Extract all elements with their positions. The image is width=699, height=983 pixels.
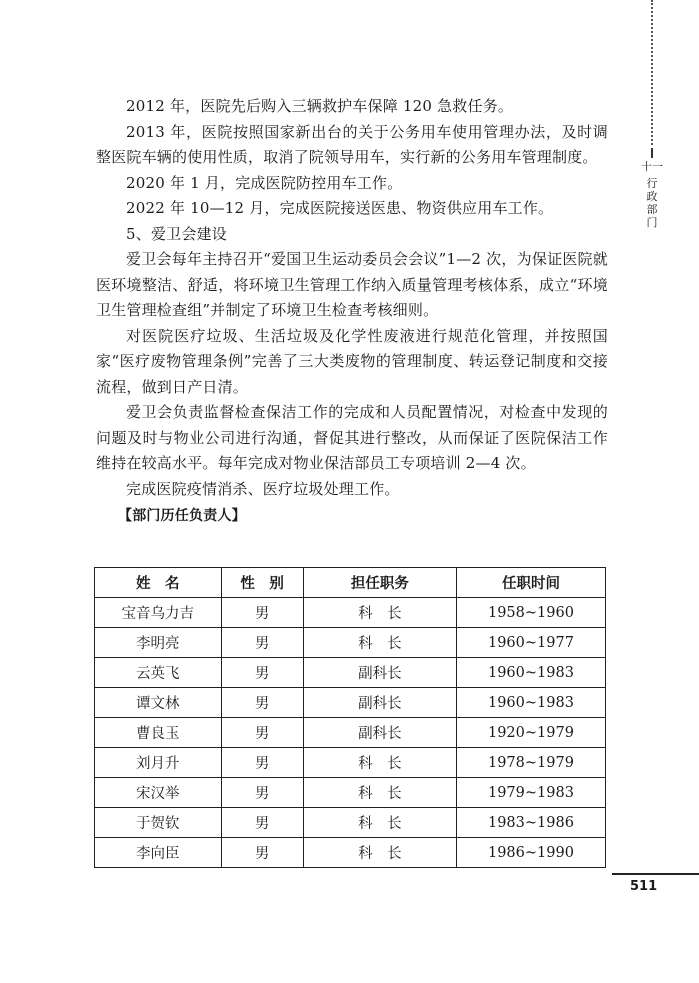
body-text <box>96 94 608 530</box>
table-row <box>95 778 606 808</box>
cell-gender: 男 <box>221 628 303 658</box>
cell-name: 李向臣 <box>95 838 222 868</box>
header-term: 任职时间 <box>456 568 605 598</box>
cell-term: 1986~1990 <box>456 838 605 868</box>
paragraph: 2013 年，医院按照国家新出台的关于公务用车使用管理办法，及时调整医院车辆的使用性质，取消了院领导用车，实行新的公务用车管理制度。 <box>96 122 608 166</box>
cell-gender: 男 <box>221 658 303 688</box>
chapter-tab <box>640 160 664 229</box>
cell-gender: 男 <box>221 838 303 868</box>
cell-term: 1983~1986 <box>456 808 605 838</box>
cell-name: 云英飞 <box>95 658 222 688</box>
leaders-table <box>94 567 606 868</box>
header-position: 担任职务 <box>303 568 456 598</box>
cell-name: 宋汉举 <box>95 778 222 808</box>
cell-term: 1960~1983 <box>456 658 605 688</box>
page-number: 511 <box>630 879 658 894</box>
footer-rule <box>612 873 699 875</box>
paragraph: 完成医院疫情消杀、医疗垃圾处理工作。 <box>126 479 400 498</box>
cell-term: 1960~1977 <box>456 628 605 658</box>
table-row <box>95 718 606 748</box>
cell-name: 宝音乌力吉 <box>95 598 222 628</box>
cell-gender: 男 <box>221 598 303 628</box>
cell-position: 科 长 <box>303 748 456 778</box>
cell-term: 1978~1979 <box>456 748 605 778</box>
cell-name: 谭文林 <box>95 688 222 718</box>
margin-dotted-line <box>651 0 653 145</box>
cell-position: 副科长 <box>303 688 456 718</box>
cell-position: 科 长 <box>303 598 456 628</box>
paragraph: 对医院医疗垃圾、生活垃圾及化学性废液进行规范化管理，并按照国家“医疗废物管理条例”完善了三大类废物的管理制度、转运登记制度和交接流程，做到日产日清。 <box>96 326 608 396</box>
paragraph: 爱卫会每年主持召开“爱国卫生运动委员会会议”1—2 次，为保证医院就医环境整洁、舒适，将环境卫生管理工作纳入质量管理考核体系，成立“环境卫生管理检查组”并制定了环境卫生检查考核细则。 <box>96 250 608 319</box>
table-row <box>95 628 606 658</box>
cell-position: 副科长 <box>303 658 456 688</box>
table-row <box>95 658 606 688</box>
table-row <box>95 748 606 778</box>
table-header-row <box>95 568 606 598</box>
cell-name: 刘月升 <box>95 748 222 778</box>
cell-position: 科 长 <box>303 628 456 658</box>
margin-rule <box>651 148 653 158</box>
table-row <box>95 598 606 628</box>
header-gender: 性 别 <box>221 568 303 598</box>
chapter-number: 十一 <box>641 160 663 173</box>
section-heading: 5、爱卫会建设 <box>126 224 227 243</box>
chapter-title: 行政部门 <box>646 177 658 229</box>
cell-position: 科 长 <box>303 808 456 838</box>
header-name: 姓 名 <box>95 568 222 598</box>
paragraph: 2012 年，医院先后购入三辆救护车保障 120 急救任务。 <box>126 97 514 115</box>
cell-term: 1960~1983 <box>456 688 605 718</box>
table-row <box>95 688 606 718</box>
cell-name: 李明亮 <box>95 628 222 658</box>
table-heading: 【部门历任负责人】 <box>118 508 246 524</box>
paragraph: 2022 年 10—12 月，完成医院接送医患、物资供应用车工作。 <box>126 199 554 217</box>
cell-gender: 男 <box>221 778 303 808</box>
cell-position: 科 长 <box>303 838 456 868</box>
cell-gender: 男 <box>221 688 303 718</box>
table-row <box>95 808 606 838</box>
cell-position: 副科长 <box>303 718 456 748</box>
paragraph: 爱卫会负责监督检查保洁工作的完成和人员配置情况，对检查中发现的问题及时与物业公司进行沟通，督促其进行整改，从而保证了医院保洁工作维持在较高水平。每年完成对物业保洁部员工专项培训 2—4 次。 <box>96 403 608 472</box>
cell-name: 曹良玉 <box>95 718 222 748</box>
cell-name: 于贺钦 <box>95 808 222 838</box>
cell-term: 1958~1960 <box>456 598 605 628</box>
table-row <box>95 838 606 868</box>
cell-position: 科 长 <box>303 778 456 808</box>
paragraph: 2020 年 1 月，完成医院防控用车工作。 <box>126 173 403 192</box>
cell-gender: 男 <box>221 748 303 778</box>
cell-gender: 男 <box>221 718 303 748</box>
cell-term: 1920~1979 <box>456 718 605 748</box>
cell-gender: 男 <box>221 808 303 838</box>
cell-term: 1979~1983 <box>456 778 605 808</box>
